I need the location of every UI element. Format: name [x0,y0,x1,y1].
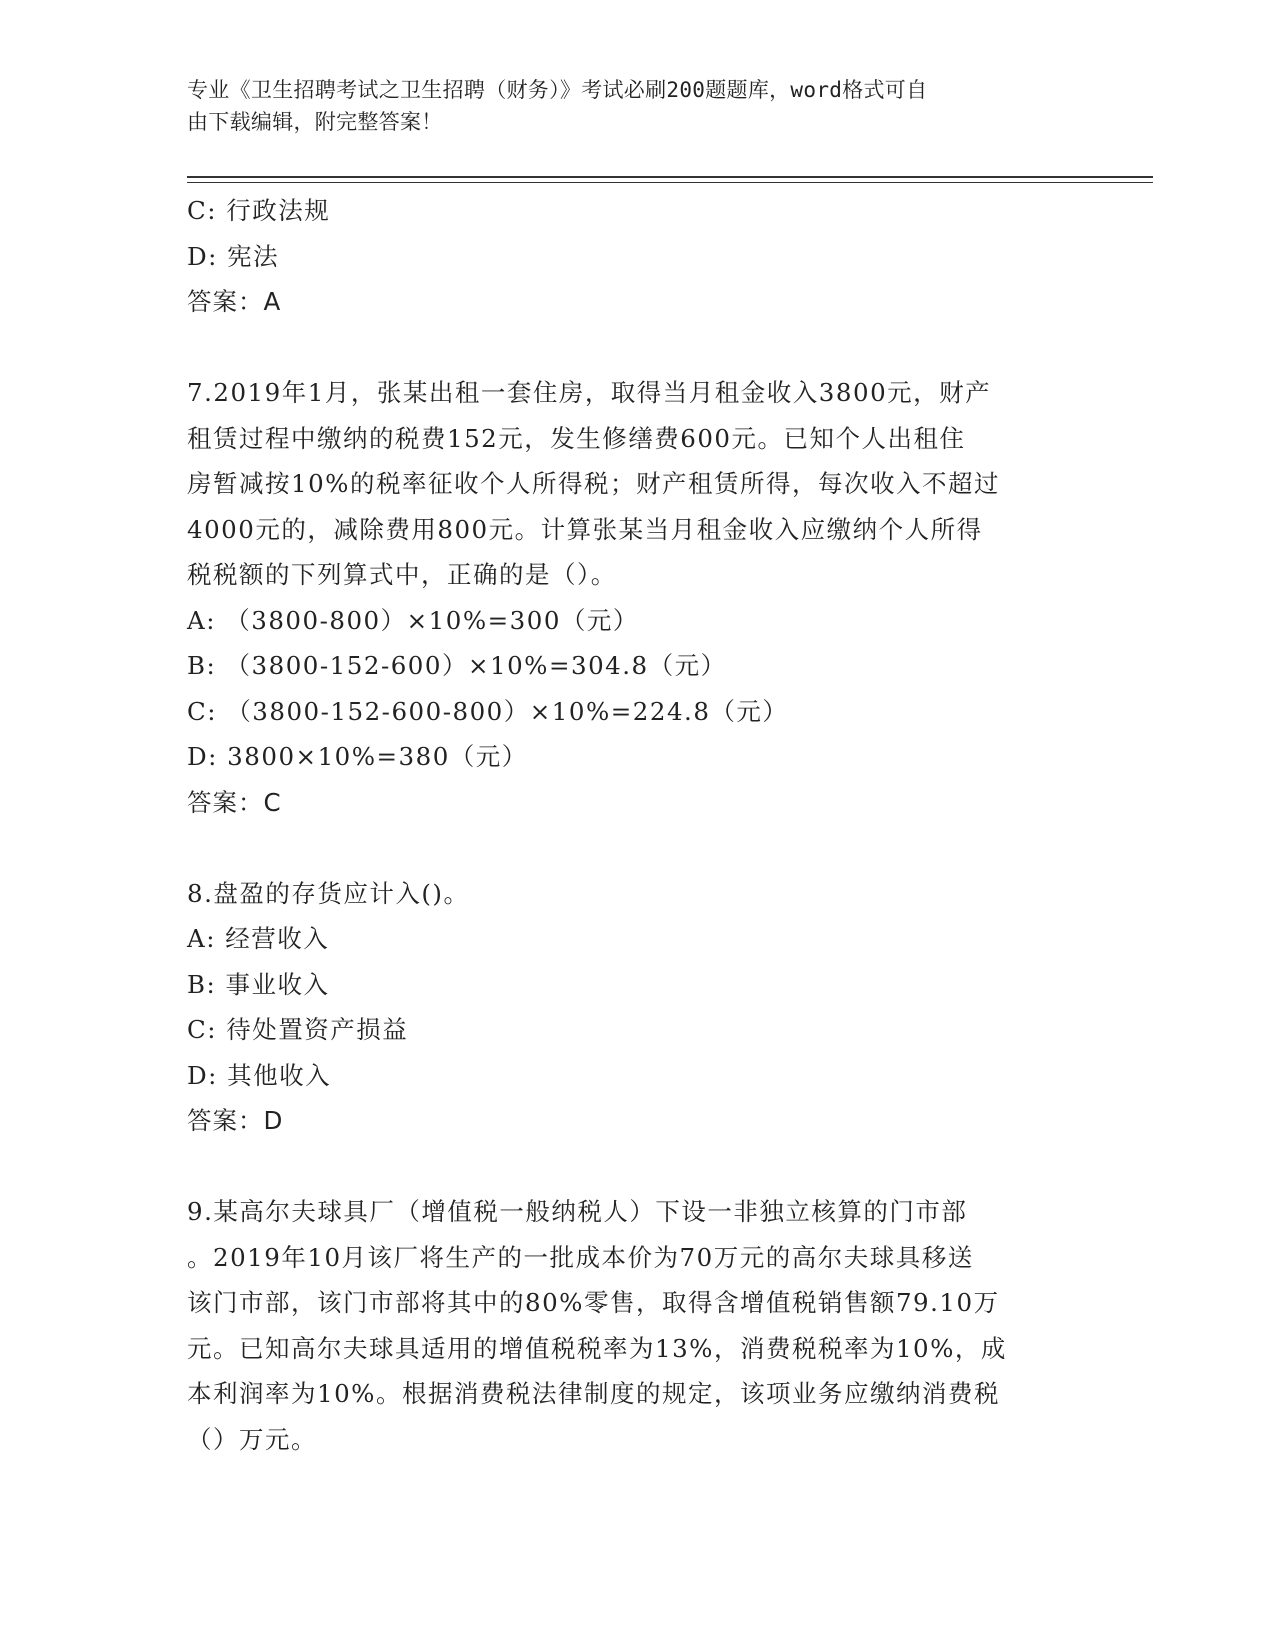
option-c: C: 待处置资产损益 [187,1015,409,1044]
option-c: C: 行政法规 [187,196,331,225]
question-stem-line: 9.某高尔夫球具厂（增值税一般纳税人）下设一非独立核算的门市部 [187,1197,968,1226]
spacer [187,1144,1087,1190]
question-stem-line: 租赁过程中缴纳的税费152元，发生修缮费600元。已知个人出租住 [187,423,966,453]
spacer [187,825,1087,871]
question-stem-line: 7.2019年1月，张某出租一套住房，取得当月租金收入3800元，财产 [187,378,992,407]
option-c: C: （3800-152-600-800）×10%=224.8（元） [187,696,789,726]
question-stem-line: 该门市部，该门市部将其中的80%零售，取得含增值税销售额79.10万 [187,1288,1000,1317]
document-body [187,188,1087,1462]
header-line: 专业《卫生招聘考试之卫生招聘（财务）》考试必刷200题题库，word格式可自 [187,78,928,102]
question-8 [187,871,1087,1144]
option-d: D: 其他收入 [187,1060,332,1090]
question-9 [187,1189,1087,1462]
option-b: B: （3800-152-600）×10%=304.8（元） [187,651,727,680]
question-stem-line: （）万元。 [187,1424,317,1454]
header-divider [187,176,1153,178]
question-stem-line: 4000元的，减除费用800元。计算张某当月租金收入应缴纳个人所得 [187,514,983,544]
question-7 [187,370,1087,825]
option-d: D: 3800×10%=380（元） [187,742,528,771]
spacer [187,325,1087,371]
question-stem-line: 。2019年10月该厂将生产的一批成本价为70万元的高尔夫球具移送 [187,1242,974,1272]
document-header [187,74,1067,138]
question-stem-line: 本利润率为10%。根据消费税法律制度的规定，该项业务应缴纳消费税 [187,1379,1000,1408]
question-stem-line: 税税额的下列算式中，正确的是（）。 [187,560,617,589]
question-stem-line: 房暂减按10%的税率征收个人所得税；财产租赁所得，每次收入不超过 [187,469,1000,498]
question-6-tail [187,188,1087,325]
option-a: A: （3800-800）×10%=300（元） [187,605,639,635]
question-stem-line: 8.盘盈的存货应计入()。 [187,878,470,908]
header-divider-thin [187,182,1153,183]
option-b: B: 事业收入 [187,969,330,999]
header-line: 由下载编辑，附完整答案！ [187,110,443,134]
question-stem-line: 元。已知高尔夫球具适用的增值税税率为13%，消费税税率为10%，成 [187,1333,1007,1363]
option-d: D: 宪法 [187,241,280,271]
answer: 答案：A [187,287,282,316]
answer: 答案：D [187,1106,284,1135]
option-a: A: 经营收入 [187,924,330,953]
answer: 答案：C [187,787,282,817]
